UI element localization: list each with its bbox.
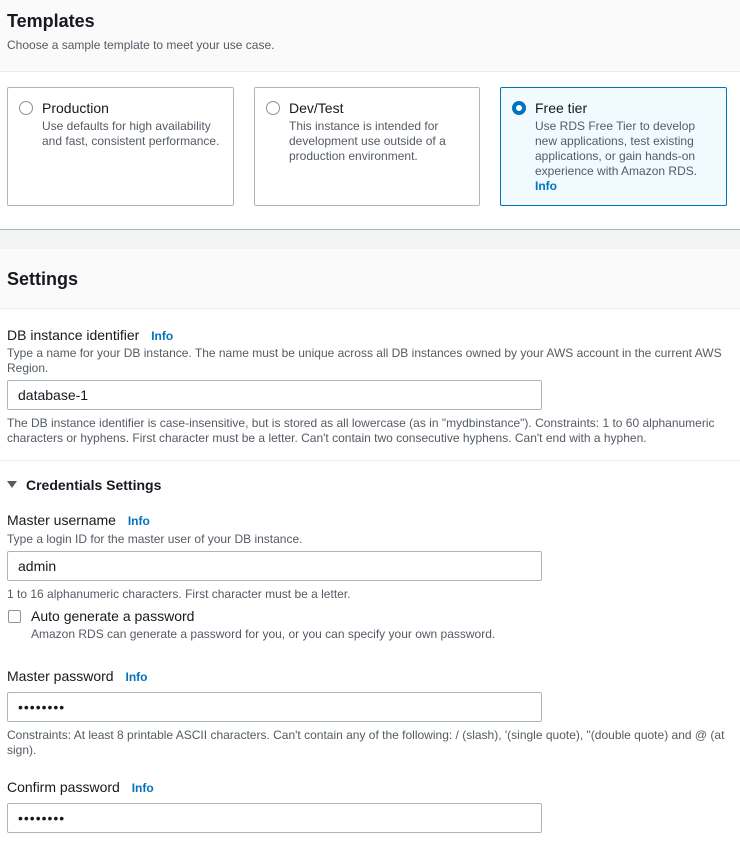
settings-title: Settings: [7, 269, 79, 289]
settings-panel: [0, 249, 740, 847]
db-identifier-input[interactable]: database-1: [7, 380, 542, 410]
template-option-devtest[interactable]: [254, 87, 480, 206]
auto-generate-password-label[interactable]: Auto generate a password: [31, 608, 195, 624]
free-tier-radio[interactable]: [512, 101, 526, 115]
auto-generate-password-description: Amazon RDS can generate a password for you, or you can specify your own password.: [31, 627, 496, 641]
db-identifier-constraint: The DB instance identifier is case-insensitive, but is stored as all lowercase (as in "mydbinstance"). Constraints: 1 to 60 alphanumeric characters or hyphens. First character must be a letter. Can't contain two consecutive hyphens. Can't end with a hyphen.: [7, 416, 715, 445]
settings-header: [0, 249, 740, 309]
auto-generate-password-checkbox[interactable]: [8, 610, 21, 623]
master-username-input[interactable]: admin: [7, 551, 542, 581]
devtest-radio[interactable]: [266, 101, 280, 115]
db-identifier-description: Type a name for your DB instance. The name must be unique across all DB instances owned by your AWS account in the current AWS Region.: [7, 346, 722, 375]
production-radio[interactable]: [19, 101, 33, 115]
confirm-password-label-text: Confirm password: [7, 779, 120, 795]
free-tier-info-link[interactable]: Info: [535, 179, 557, 193]
templates-title: Templates: [7, 11, 95, 31]
confirm-password-info-link[interactable]: Info: [131, 781, 154, 795]
section-divider: [0, 229, 740, 230]
production-label: Production: [42, 100, 109, 116]
confirm-password-input[interactable]: ••••••••: [7, 803, 542, 833]
templates-description: Choose a sample template to meet your use case.: [7, 38, 275, 52]
production-description: Use defaults for high availability and fast, consistent performance.: [42, 119, 220, 148]
devtest-description: This instance is intended for development use outside of a production environment.: [289, 119, 446, 163]
templates-header: [0, 0, 740, 72]
db-identifier-label: [7, 327, 173, 343]
master-username-constraint: 1 to 16 alphanumeric characters. First character must be a letter.: [7, 587, 351, 601]
master-password-label-text: Master password: [7, 668, 114, 684]
master-password-input[interactable]: ••••••••: [7, 692, 542, 722]
credentials-settings-expander[interactable]: [7, 477, 161, 493]
master-username-label-text: Master username: [7, 512, 116, 528]
caret-down-icon: [7, 481, 17, 488]
master-username-description: Type a login ID for the master user of your DB instance.: [7, 532, 303, 546]
free-tier-description: [535, 119, 705, 194]
master-username-label: [7, 512, 150, 528]
free-tier-description-text: Use RDS Free Tier to develop new applications, test existing applications, or gain hands-on experience with Amazon RDS.: [535, 119, 698, 178]
confirm-password-label: [7, 779, 154, 795]
credentials-divider: [0, 460, 740, 461]
templates-panel: [0, 0, 740, 229]
template-option-free-tier[interactable]: [500, 87, 727, 206]
db-identifier-label-text: DB instance identifier: [7, 327, 140, 343]
master-username-info-link[interactable]: Info: [127, 514, 150, 528]
free-tier-label: Free tier: [535, 100, 588, 116]
template-option-production[interactable]: [7, 87, 234, 206]
master-password-info-link[interactable]: Info: [125, 670, 148, 684]
devtest-label: Dev/Test: [289, 100, 344, 116]
master-password-constraint: Constraints: At least 8 printable ASCII characters. Can't contain any of the following: / (slash), '(single quote), "(double quote) and @ (at sign).: [7, 728, 725, 757]
credentials-settings-title: Credentials Settings: [26, 477, 162, 493]
master-password-label: [7, 668, 147, 684]
db-identifier-info-link[interactable]: Info: [151, 329, 174, 343]
